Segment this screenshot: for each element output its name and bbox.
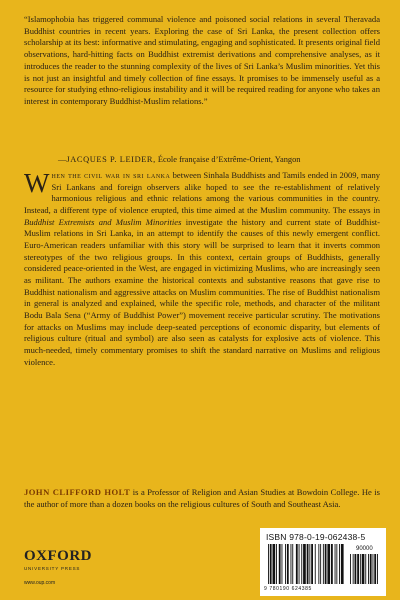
description-part-2: investigate the history and current state of Buddhist-Muslim relations in Sri Lanka, in an attempt to identify the causes of this newly emergent conflict. Euro-American readers unfamiliar with this story will be surprised to learn that it inverts common stereotypes of the two religious groups. In this context, certain groups of Buddhists, generally considered peace-oriented in the West, are engaged in victimizing Muslims, who are increasingly seen as militant. The authors examine the historical contexts and substantive reasons that gave rise to Buddhist nationalism and aggressive attacks on Muslim communities. The rise of Buddhist nationalism in general is analyzed and explained, while the specific role, methods, and character of the militant Bodu Bala Sena (“Army of Buddhist Power”) movement receive particular scrutiny. The motivations for attacks on Muslims may include deep-seated perceptions of economic disparity, but elements of religious culture (ritual and symbol) are also seen as catalysts for explosive acts of violence. This much-needed, timely commentary promises to shift the standard narrative on Muslims and religious violence. [24,216,380,367]
isbn-barcode-box [260,528,386,596]
endorsement-credit [58,154,388,165]
book-title: Buddhist Extremists and Muslim Minorities [24,216,182,227]
publisher-subtitle: UNIVERSITY PRESS [24,566,81,571]
author-name: JOHN CLIFFORD HOLT [24,487,131,497]
credit-dash: — [58,155,67,164]
book-description [24,170,380,368]
publisher-url: www.oup.com [24,580,56,586]
endorsement-quote: “Islamophobia has triggered communal violence and poisoned social relations in several Theravada Buddhist countries in recent years. Exploring the case of Sri Lanka, the present collection offers scholarship at its best: informative and stimulating, engaging and sophisticated. It presents original field observations, hard-hitting facts on Buddhist extremist derivations and comprehensive analyses, as it introduces the reader to the stunning complexity of the lives of Sri Lanka’s Muslim minorities. Yet this is not just an insightful and timely collection of fine essays. It promises to be immensely useful as a resource for studying ethno-religious instability and it will be required reading for anyone who takes an interest in contemporary Buddhist-Muslim relations.” [24,14,380,106]
author-bio-text: is a Professor of Religion and Asian Studies at Bowdoin College. He is the author of more than a dozen books on the religious cultures of South and Southeast Asia. [24,487,380,509]
isbn-number: ISBN 978-0-19-062438-5 [266,532,366,542]
drop-cap: W [24,168,50,198]
endorser-affiliation: École française d’Extrême-Orient, Yangon [155,155,301,164]
publisher-wordmark: OXFORD [24,548,92,564]
endorser-name: JACQUES P. LEIDER, [66,155,156,164]
author-bio [24,487,380,510]
publisher-logo [24,549,144,571]
price-code: 90000 [356,546,373,552]
description-part-1: between Sinhala Buddhists and Tamils ended in 2009, many Sri Lankans and foreign observers alike hoped to see the re-establishment of relatively harmonious religious and ethnic relations among the various communities in the country. Instead, a different type of violence erupted, this time aimed at the Muslim community. The essays in [24,170,381,215]
barcode-digits: 9 780190 624385 [264,586,312,592]
description-lead: hen the civil war in sri lanka [51,170,171,180]
